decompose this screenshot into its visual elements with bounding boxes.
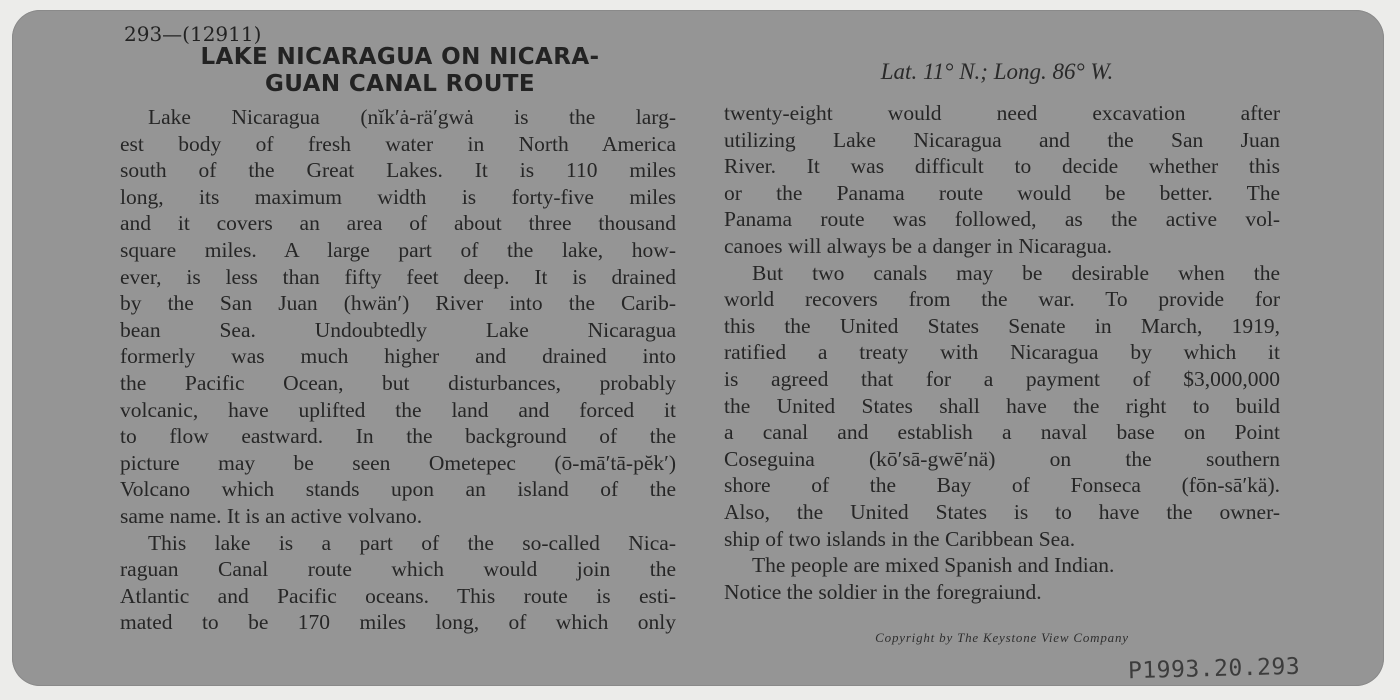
text-line: formerly was much higher and drained into [120, 344, 676, 369]
card-number: 293—(12911) [124, 22, 262, 46]
text-line: This lake is a part of the so-called Nica- [148, 530, 676, 555]
text-line: by the San Juan (hwän′) River into the Carib- [120, 291, 676, 316]
text-line: and it covers an area of about three thousand [120, 211, 676, 236]
coordinates-caption: Lat. 11° N.; Long. 86° W. [880, 59, 1114, 84]
text-line: a canal and establish a naval base on Point [724, 420, 1280, 445]
text-line: volcanic, have uplifted the land and forced it [120, 397, 676, 422]
accession-number: P1993.20.293 [1127, 653, 1301, 685]
text-line: this the United States Senate in March, 1919, [724, 313, 1280, 338]
card-title-line: LAKE NICARAGUA ON NICARA- [200, 44, 600, 70]
text-line: long, its maximum width is forty-five miles [120, 184, 676, 209]
text-line: ratified a treaty with Nicaragua by which it [724, 340, 1280, 365]
text-line: square miles. A large part of the lake, how- [120, 237, 676, 262]
text-line: Coseguina (kō′sā-gwē′nä) on the southern [724, 446, 1280, 471]
left-text-column [120, 104, 676, 636]
text-line: to flow eastward. In the background of the [120, 424, 676, 449]
card-title [120, 44, 680, 98]
text-line: raguan Canal route which would join the [120, 557, 676, 582]
text-line: mated to be 170 miles long, of which only [120, 610, 676, 635]
text-line: But two canals may be desirable when the [752, 260, 1280, 285]
text-line: south of the Great Lakes. It is 110 miles [120, 158, 676, 183]
text-line: the United States shall have the right to build [724, 393, 1280, 418]
text-line: twenty-eight would need excavation after [724, 101, 1280, 125]
text-line: ship of two islands in the Caribbean Sea. [724, 526, 1076, 551]
text-line: River. It was difficult to decide whether this [724, 154, 1280, 179]
text-line: shore of the Bay of Fonseca (fōn-sā′kä). [724, 473, 1280, 498]
card-title-line: GUAN CANAL ROUTE [264, 71, 536, 97]
text-line: world recovers from the war. To provide for [724, 287, 1280, 312]
text-line: Volcano which stands upon an island of the [120, 477, 676, 502]
text-line: canoes will always be a danger in Nicaragua. [724, 233, 1113, 258]
text-line: same name. It is an active volvano. [120, 503, 423, 528]
text-line: picture may be seen Ometepec (ō-mā′tā-pĕk′) [120, 450, 676, 475]
text-line: ever, is less than fifty feet deep. It is drained [120, 264, 676, 289]
text-line: Also, the United States is to have the owner- [724, 499, 1280, 524]
text-line: is agreed that for a payment of $3,000,000 [724, 366, 1280, 391]
text-line: Lake Nicaragua (nĭk′ȧ-rä′gwȧ is the larg- [148, 105, 676, 129]
text-line: Panama route was followed, as the active vol- [724, 207, 1280, 232]
text-line: or the Panama route would be better. The [724, 180, 1280, 205]
text-line: Notice the soldier in the foregraiund. [724, 579, 1042, 604]
text-line: bean Sea. Undoubtedly Lake Nicaragua [120, 317, 676, 342]
text-line: Atlantic and Pacific oceans. This route is esti- [120, 583, 676, 608]
right-text-column [724, 100, 1280, 605]
text-line: est body of fresh water in North America [120, 131, 676, 156]
stereograph-card-back [12, 10, 1384, 686]
copyright-notice: Copyright by The Keystone View Company [875, 630, 1129, 645]
text-line: The people are mixed Spanish and Indian. [752, 553, 1115, 578]
text-line: the Pacific Ocean, but disturbances, probably [120, 370, 676, 395]
text-line: utilizing Lake Nicaragua and the San Juan [724, 127, 1280, 152]
